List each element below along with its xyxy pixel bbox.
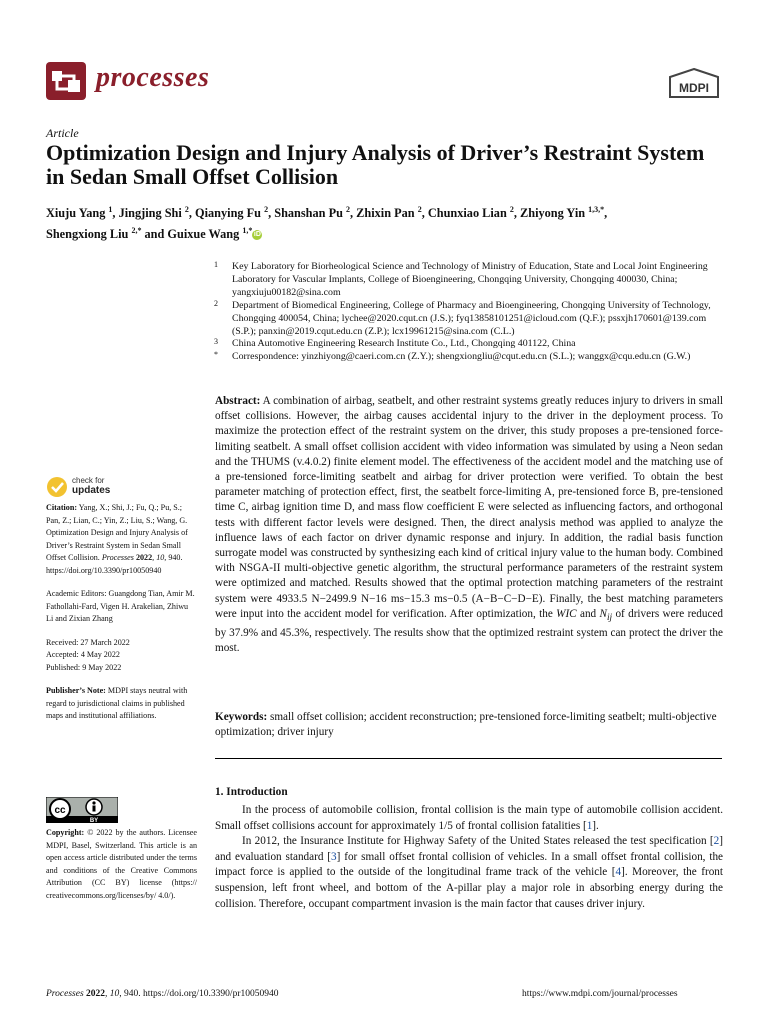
citation: Citation: Yang, X.; Shi, J.; Fu, Q.; Pu, S.; Pan, Z.; Lian, C.; Yin, Z.; Liu, S.; Wang, G. Optimization Design and Injury Analysis of Driver’s Restraint System in Sedan Small Offset Collision. Processes 2022, 10, 940. https://doi.org/10.3390/pr10050940 [46,503,188,575]
mdpi-logo-icon [668,68,720,98]
dates: Received: 27 March 2022 Accepted: 4 May 2022 Published: 9 May 2022 [46,637,130,672]
section-heading: 1. Introduction [215,786,288,798]
check-updates-icon [46,476,68,498]
author-list: Xiuju Yang $^1$, Jingjing Shi $^2$, Qianying Fu $^2$, Shanshan Pu $^2$, Zhixin Pan $^2$, Chunxiao Lian $^2$, Zhiyong Yin $^{1,3,*}$, Shengxiong Liu $^{2,*}$ and Guixue Wang $^{1,*}$ iD [46,205,608,242]
journal-logo-icon [46,62,86,100]
introduction-body [215,803,723,912]
section-divider [215,758,722,759]
author[interactable]: Qianying Fu [195,206,261,221]
mdpi-text: MDPI [679,81,709,95]
copyright: Copyright: © 2022 by the authors. Licensee MDPI, Basel, Switzerland. This article is an open access article distributed under the terms and conditions of the Creative Commons Attribution (CC BY) license (https:// creativecommons.org/licenses/by/ 4.0/). [46,828,197,900]
paragraph: In the process of automobile collision, frontal collision is the main type of automobile collision accident. Small offset collisions account for approximately 1/5 of frontal collision fatalities [1]. [215,804,723,832]
publishers-note: Publisher’s Note: MDPI stays neutral with regard to jurisdictional claims in published maps and institutional affiliations. [46,686,188,720]
svg-text:BY: BY [89,818,99,823]
author[interactable]: Shanshan Pu [274,206,343,221]
sidebar-info [46,502,196,734]
footer-citation: Processes 2022, 10, 940. https://doi.org/10.3390/pr10050940 [46,989,279,999]
orcid-icon[interactable]: iD [253,231,261,239]
paper-title: Optimization Design and Injury Analysis of Driver’s Restraint System in Sedan Small Offset Collision [46,140,705,189]
reference-link[interactable]: 1 [586,819,593,832]
journal-name: processes [96,62,210,93]
reference-link[interactable]: 2 [713,835,720,848]
affiliation-item: 3 China Automotive Engineering Research Institute Co., Ltd., Chongqing 401122, China [214,337,576,350]
reference-link[interactable]: 4 [615,866,622,879]
author[interactable]: Shengxiong Liu [46,227,129,242]
author[interactable]: Jingjing Shi [118,206,182,221]
author[interactable]: Chunxiao Lian [427,206,507,221]
correspondence: * Correspondence: yinzhiyong@caeri.com.cn (Z.Y.); shengxiongliu@cqut.edu.cn (S.L.); wanggx@cqu.edu.cn (G.W.) [214,350,691,363]
author[interactable]: Zhiyong Yin [520,206,586,221]
affiliation-item: 1 Key Laboratory for Biorheological Science and Technology of Ministry of Education, State and Local Joint Engineering Laboratory for Vascular Implants, College of Bioengineering, Chongqing University, Chongqing 400030, China; yangxiuju00182@sina.com [214,260,708,298]
article-type: Article [46,126,79,140]
abstract: Abstract: A combination of airbag, seatbelt, and other restraint systems greatly reduces injury to drivers in small offset collisions. However, the airbag causes accidental injury to the driver in the deployment process. To maximize the protection effect of the restraint system on the driver, this study proposes a pre-tensioned force-limiting seatbelt. A small offset collision accident with video information was simulated by using a Neon sedan and the THUMS (v.4.0.2) finite element model. The effectiveness of the accident model and the matching use of a pre-tensioned force-limiting seatbelt and airbag for driver protection were verified. To obtain the best parameter matching of protection effect, first, the seatbelt force-limiting A, pre-tensioned force B, pre-tensioned time C, airbag ignition time D, and mass flow coefficient E were selected as influencing factors, and orthogonal tests with different factor levels were designed. Then, the direct analysis method was applied to analyze the influence laws of each factor on driver dynamic response and injury. In addition, the radial basis function surrogate model was constructed by synthesizing each kind of critical injury value to the human body. Combined with NSGA-II multi-objective genetic algorithm, the structural performance parameters of the restraint system were optimized and matched. Results showed that the optimal protection matching parameters of the restraint system were 4933.5 N−2499.9 N−16 ms−15.3 ms−0.5 (A−B−C−D−E). Finally, the best matching parameters were input into the accident model for verification. After optimization, the WIC and $N_{ij}$ of drivers were reduced by 37.9% and 45.3%, respectively. The results show that the optimized restraint system can protect the driver the most. [215,395,723,655]
affiliations [214,261,724,364]
reference-link[interactable]: 3 [331,850,337,863]
paragraph: In 2012, the Insurance Institute for Highway Safety of the United States released the test specification [2] and evaluation standard [3] for small offset frontal collision of vehicles. In a small offset frontal collision, the impact force is applied to the outside of the longitudinal frame track of the vehicle [4]. Moreover, the front suspension, left front wheel, and bottom of the A-pillar play a major role in absorbing energy during the collision. Therefore, occupant compartment invasion is the main factor that causes driver injury. [215,835,724,910]
academic-editors: Academic Editors: Guangdong Tian, Amir M. Fathollahi-Fard, Vigen H. Arakelian, Zhiwu Li and Zixian Zhang [46,589,195,623]
svg-text:cc: cc [54,805,66,816]
check-for-updates-button[interactable]: check for updates [46,474,166,504]
affiliation-item: 2 Department of Biomedical Engineering, College of Pharmacy and Bioengineering, Chongqing University of Technology, Chongqing 400054, China; lychee@2020.cqut.cn (J.S.); fyq13858101251@icloud.com (Q.F.); pssxjh170601@139.com (S.P.); panxin@2019.cqut.edu.cn (Z.P.); lcx19961215@sina.com (C.L.) [214,298,711,337]
keywords: Keywords: small offset collision; accident reconstruction; pre-tensioned force-limiting seatbelt; multi-objective optimization; driver injury [215,711,717,739]
cc-by-icon[interactable] [46,797,118,823]
author[interactable]: Guixue Wang [167,227,240,242]
footer-journal-url[interactable]: https://www.mdpi.com/journal/processes [522,989,678,999]
author[interactable]: Xiuju Yang [46,206,106,221]
author[interactable]: Zhixin Pan [356,206,415,221]
